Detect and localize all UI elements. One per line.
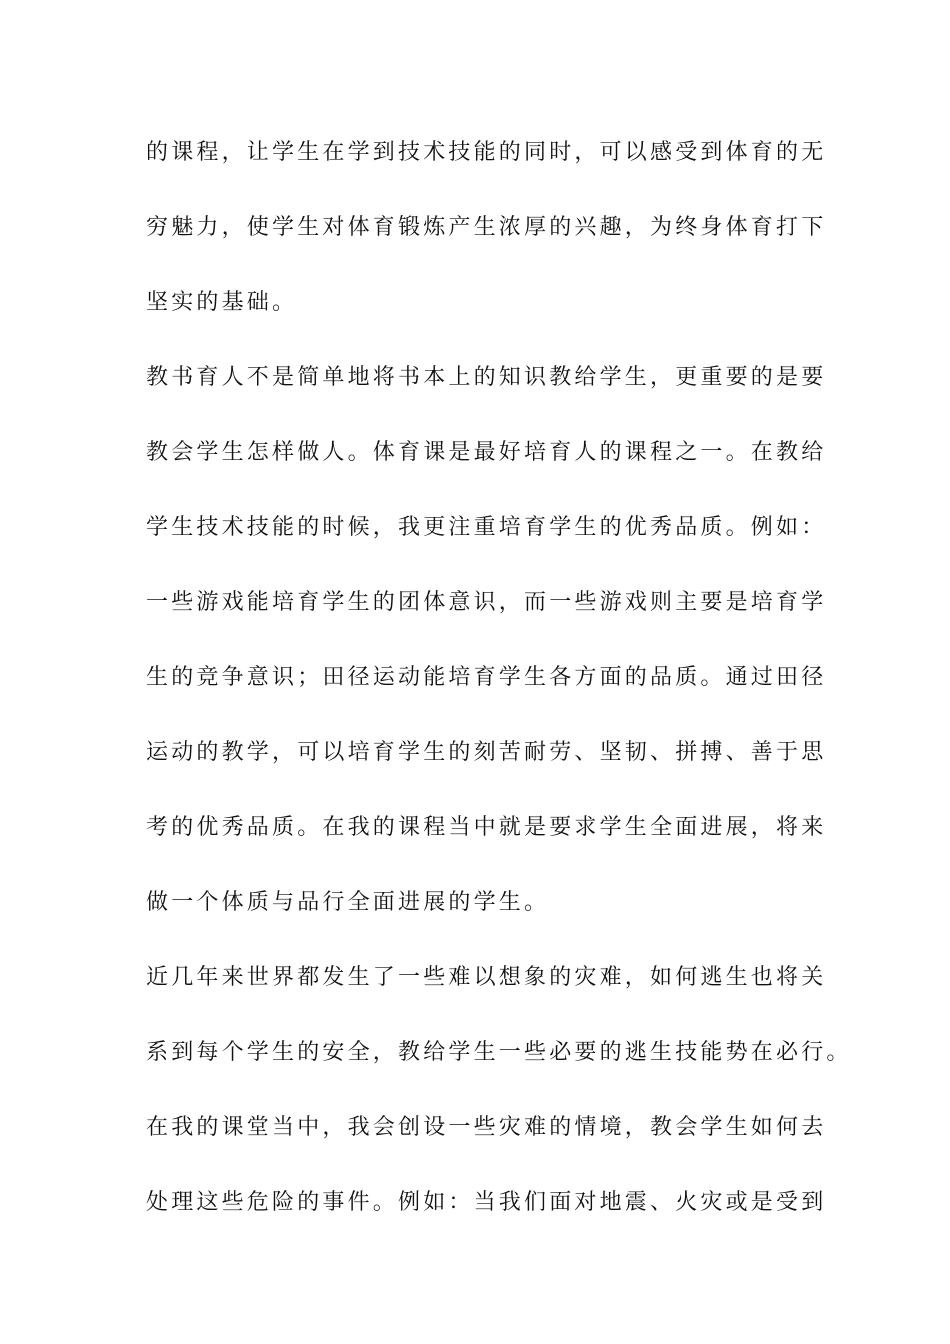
text-line: 近几年来世界都发生了一些难以想象的灾难，如何逃生也将关 xyxy=(146,965,827,990)
text-line: 在我的课堂当中，我会创设一些灾难的情境，教会学生如何去 xyxy=(146,1115,827,1140)
text-line: 教书育人不是简单地将书本上的知识教给学生，更重要的是要 xyxy=(146,365,827,390)
text-line: 教会学生怎样做人。体育课是最好培育人的课程之一。在教给 xyxy=(146,440,827,465)
text-line: 做一个体质与品行全面进展的学生。 xyxy=(146,890,550,915)
body-text xyxy=(146,128,852,1253)
text-line: 考的优秀品质。在我的课程当中就是要求学生全面进展，将来 xyxy=(146,815,827,840)
text-line: 一些游戏能培育学生的团体意识，而一些游戏则主要是培育学 xyxy=(146,590,827,615)
text-line: 的课程，让学生在学到技术技能的同时，可以感受到体育的无 xyxy=(146,140,827,165)
text-line: 系到每个学生的安全，教给学生一些必要的逃生技能势在必行。 xyxy=(146,1040,852,1065)
text-line: 处理这些危险的事件。例如：当我们面对地震、火灾或是受到 xyxy=(146,1190,827,1215)
text-line: 运动的教学，可以培育学生的刻苦耐劳、坚韧、拼搏、善于思 xyxy=(146,740,827,765)
text-line: 穷魅力，使学生对体育锻炼产生浓厚的兴趣，为终身体育打下 xyxy=(146,215,827,240)
text-line: 坚实的基础。 xyxy=(146,290,298,315)
text-line: 学生技术技能的时候，我更注重培育学生的优秀品质。例如： xyxy=(146,515,827,540)
text-line: 生的竞争意识；田径运动能培育学生各方面的品质。通过田径 xyxy=(146,665,827,690)
